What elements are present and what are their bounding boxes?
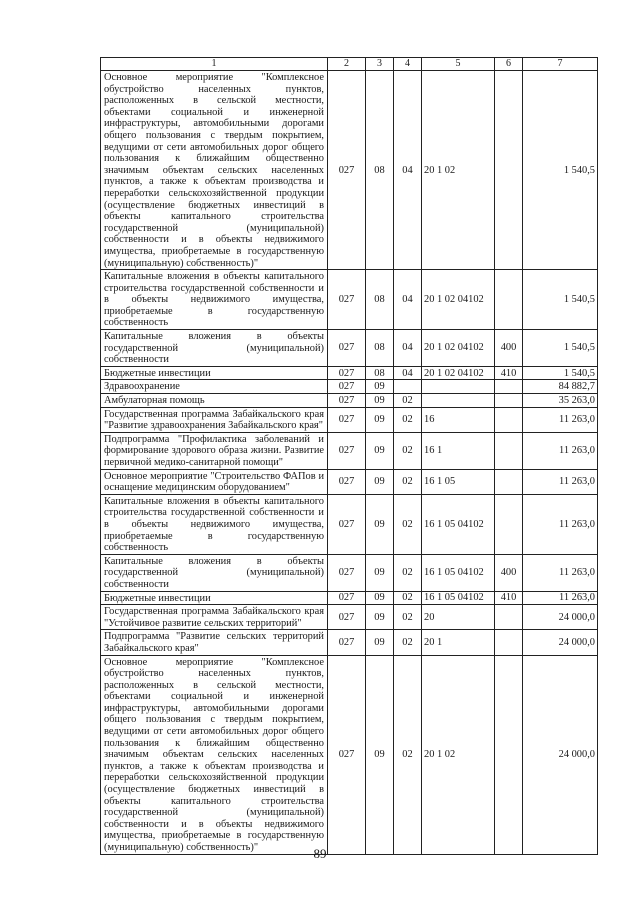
- section-code-cell: 08: [366, 71, 394, 270]
- target-article-cell: 16 1 05: [422, 469, 495, 494]
- section-code-cell: 09: [366, 630, 394, 655]
- target-article-cell: [422, 380, 495, 394]
- table-row: [101, 380, 598, 394]
- item-name-cell: Капитальные вложения в объекты государственной (муниципальной) собственности: [101, 330, 328, 367]
- table-row: [101, 394, 598, 408]
- subsection-code-cell: 02: [394, 605, 422, 630]
- item-name-cell: Бюджетные инвестиции: [101, 591, 328, 605]
- subsection-code-cell: 02: [394, 394, 422, 408]
- amount-cell: 1 540,5: [523, 330, 598, 367]
- table-row: [101, 554, 598, 591]
- expense-type-cell: 410: [495, 591, 523, 605]
- target-article-cell: 16 1 05 04102: [422, 554, 495, 591]
- budget-table: [100, 57, 598, 855]
- item-name-cell: Основное мероприятие "Строительство ФАПов и оснащение медицинским оборудованием": [101, 469, 328, 494]
- ministry-code-cell: 027: [328, 630, 366, 655]
- table-row: [101, 494, 598, 554]
- section-code-cell: 09: [366, 407, 394, 432]
- amount-cell: 11 263,0: [523, 432, 598, 469]
- amount-cell: 35 263,0: [523, 394, 598, 408]
- target-article-cell: 20 1 02: [422, 655, 495, 854]
- item-name-cell: Амбулаторная помощь: [101, 394, 328, 408]
- expense-type-cell: [495, 605, 523, 630]
- amount-cell: 11 263,0: [523, 407, 598, 432]
- expense-type-cell: [495, 380, 523, 394]
- subsection-code-cell: [394, 380, 422, 394]
- item-name-cell: Капитальные вложения в объекты капитального строительства государственной собственности и в объекты недвижимого имущества, приобретаемые в государственную собственность: [101, 270, 328, 330]
- page-number: 89: [313, 846, 327, 861]
- subsection-code-cell: 02: [394, 407, 422, 432]
- amount-cell: 24 000,0: [523, 630, 598, 655]
- column-header: 4: [394, 58, 422, 71]
- ministry-code-cell: 027: [328, 270, 366, 330]
- subsection-code-cell: 02: [394, 630, 422, 655]
- expense-type-cell: [495, 655, 523, 854]
- target-article-cell: 20 1 02 04102: [422, 366, 495, 380]
- ministry-code-cell: 027: [328, 469, 366, 494]
- table-row: [101, 605, 598, 630]
- target-article-cell: 20 1 02: [422, 71, 495, 270]
- expense-type-cell: [495, 71, 523, 270]
- subsection-code-cell: 02: [394, 591, 422, 605]
- section-code-cell: 09: [366, 394, 394, 408]
- column-header: 6: [495, 58, 523, 71]
- item-name-cell: Основное мероприятие "Комплексное обустройство населенных пунктов, расположенных в сельской местности, объектами социальной и инженерной инфраструктуры, автомобильными дорогами общего пользования с твердым покрытием, ведущими от сети автомобильных дорог общего пользования к ближайшим общественно значимым объектам сельских населенных пунктов, а также к объектам производства и переработки сельскохозяйственной продукции (осуществление бюджетных инвестиций в объекты капитального строительства государственной (муниципальной) собственности и в объекты недвижимого имущества, приобретаемые в государственную (муниципальную) собственность)": [101, 71, 328, 270]
- amount-cell: 11 263,0: [523, 469, 598, 494]
- subsection-code-cell: 04: [394, 71, 422, 270]
- ministry-code-cell: 027: [328, 655, 366, 854]
- column-header: 7: [523, 58, 598, 71]
- table-row: [101, 270, 598, 330]
- column-header: 1: [101, 58, 328, 71]
- table-header-row: [101, 58, 598, 71]
- amount-cell: 24 000,0: [523, 655, 598, 854]
- subsection-code-cell: 04: [394, 366, 422, 380]
- amount-cell: 1 540,5: [523, 270, 598, 330]
- expense-type-cell: [495, 394, 523, 408]
- table-row: [101, 655, 598, 854]
- ministry-code-cell: 027: [328, 380, 366, 394]
- ministry-code-cell: 027: [328, 394, 366, 408]
- section-code-cell: 09: [366, 605, 394, 630]
- table-row: [101, 469, 598, 494]
- expense-type-cell: [495, 270, 523, 330]
- ministry-code-cell: 027: [328, 605, 366, 630]
- column-header: 3: [366, 58, 394, 71]
- item-name-cell: Бюджетные инвестиции: [101, 366, 328, 380]
- table-row: [101, 630, 598, 655]
- section-code-cell: 08: [366, 270, 394, 330]
- section-code-cell: 09: [366, 655, 394, 854]
- item-name-cell: Подпрограмма "Развитие сельских территорий Забайкальского края": [101, 630, 328, 655]
- table-row: [101, 366, 598, 380]
- item-name-cell: Государственная программа Забайкальского края "Устойчивое развитие сельских территорий": [101, 605, 328, 630]
- table-row: [101, 330, 598, 367]
- amount-cell: 1 540,5: [523, 366, 598, 380]
- subsection-code-cell: 02: [394, 494, 422, 554]
- column-header: 2: [328, 58, 366, 71]
- item-name-cell: Государственная программа Забайкальского края "Развитие здравоохранения Забайкальского края": [101, 407, 328, 432]
- target-article-cell: 16 1: [422, 432, 495, 469]
- column-header: 5: [422, 58, 495, 71]
- section-code-cell: 09: [366, 432, 394, 469]
- expense-type-cell: [495, 432, 523, 469]
- subsection-code-cell: 04: [394, 270, 422, 330]
- expense-type-cell: 400: [495, 330, 523, 367]
- target-article-cell: [422, 394, 495, 408]
- target-article-cell: 16 1 05 04102: [422, 494, 495, 554]
- target-article-cell: 20 1: [422, 630, 495, 655]
- ministry-code-cell: 027: [328, 554, 366, 591]
- table-row: [101, 591, 598, 605]
- table-row: [101, 407, 598, 432]
- ministry-code-cell: 027: [328, 407, 366, 432]
- amount-cell: 84 882,7: [523, 380, 598, 394]
- target-article-cell: 20 1 02 04102: [422, 330, 495, 367]
- subsection-code-cell: 02: [394, 432, 422, 469]
- amount-cell: 1 540,5: [523, 71, 598, 270]
- section-code-cell: 09: [366, 554, 394, 591]
- amount-cell: 11 263,0: [523, 494, 598, 554]
- expense-type-cell: [495, 469, 523, 494]
- section-code-cell: 09: [366, 494, 394, 554]
- ministry-code-cell: 027: [328, 366, 366, 380]
- ministry-code-cell: 027: [328, 71, 366, 270]
- expense-type-cell: [495, 494, 523, 554]
- ministry-code-cell: 027: [328, 494, 366, 554]
- subsection-code-cell: 02: [394, 655, 422, 854]
- ministry-code-cell: 027: [328, 330, 366, 367]
- expense-type-cell: [495, 407, 523, 432]
- subsection-code-cell: 04: [394, 330, 422, 367]
- item-name-cell: Здравоохранение: [101, 380, 328, 394]
- expense-type-cell: 400: [495, 554, 523, 591]
- target-article-cell: 16: [422, 407, 495, 432]
- amount-cell: 11 263,0: [523, 591, 598, 605]
- section-code-cell: 08: [366, 330, 394, 367]
- table-row: [101, 71, 598, 270]
- ministry-code-cell: 027: [328, 432, 366, 469]
- section-code-cell: 09: [366, 380, 394, 394]
- item-name-cell: Подпрограмма "Профилактика заболеваний и формирование здорового образа жизни. Развитие первичной медико-санитарной помощи": [101, 432, 328, 469]
- expense-type-cell: 410: [495, 366, 523, 380]
- subsection-code-cell: 02: [394, 554, 422, 591]
- target-article-cell: 20: [422, 605, 495, 630]
- target-article-cell: 16 1 05 04102: [422, 591, 495, 605]
- target-article-cell: 20 1 02 04102: [422, 270, 495, 330]
- section-code-cell: 09: [366, 591, 394, 605]
- amount-cell: 11 263,0: [523, 554, 598, 591]
- section-code-cell: 09: [366, 469, 394, 494]
- item-name-cell: Капитальные вложения в объекты капитального строительства государственной собственности и в объекты недвижимого имущества, приобретаемые в государственную собственность: [101, 494, 328, 554]
- expense-type-cell: [495, 630, 523, 655]
- subsection-code-cell: 02: [394, 469, 422, 494]
- item-name-cell: Капитальные вложения в объекты государственной (муниципальной) собственности: [101, 554, 328, 591]
- item-name-cell: Основное мероприятие "Комплексное обустройство населенных пунктов, расположенных в сельской местности, объектами социальной и инженерной инфраструктуры, автомобильными дорогами общего пользования с твердым покрытием, ведущими от сети автомобильных дорог общего пользования к ближайшим общественно значимым объектам сельских населенных пунктов, а также к объектам производства и переработки сельскохозяйственной продукции (осуществление бюджетных инвестиций в объекты капитального строительства государственной (муниципальной) собственности и в объекты недвижимого имущества, приобретаемые в государственную (муниципальную) собственность)": [101, 655, 328, 854]
- table-row: [101, 432, 598, 469]
- amount-cell: 24 000,0: [523, 605, 598, 630]
- section-code-cell: 08: [366, 366, 394, 380]
- ministry-code-cell: 027: [328, 591, 366, 605]
